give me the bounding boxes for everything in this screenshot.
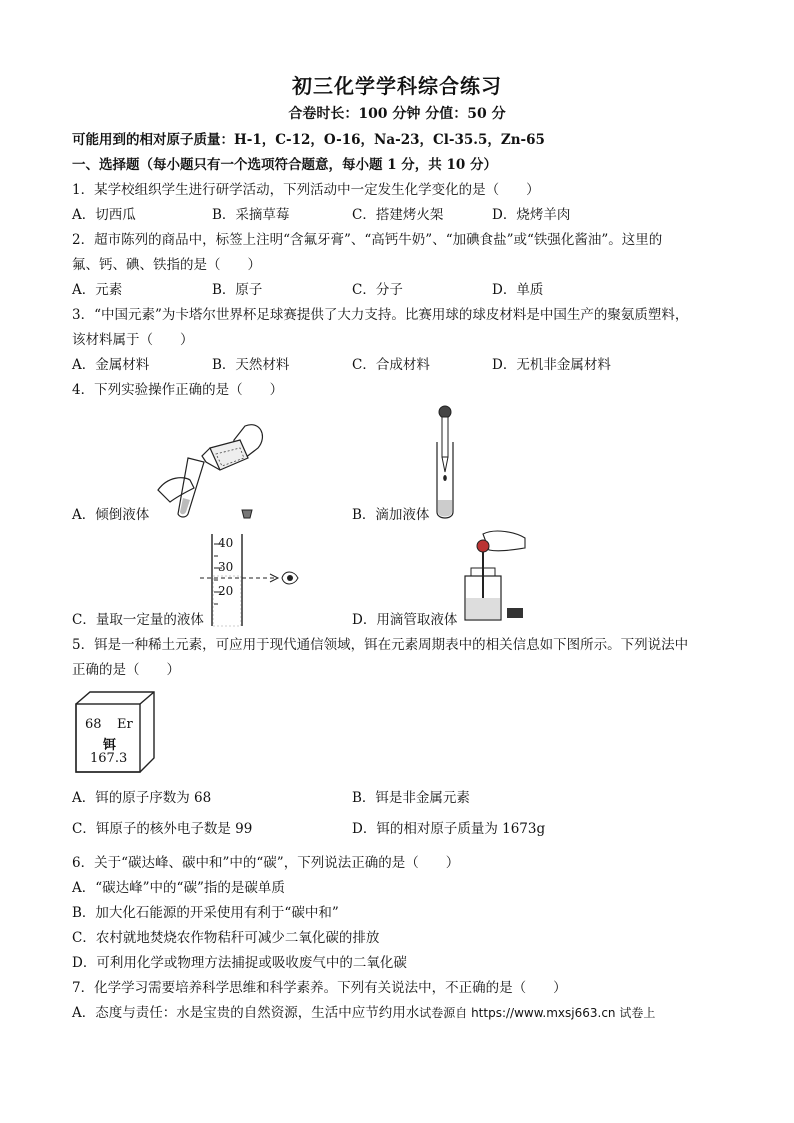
dropper-into-tube-illustration — [425, 402, 465, 522]
atomic-masses-line: 可能用到的相对原子质量：H-1，C-12，O-16，Na-23，Cl-35.5，Zn-65 — [72, 132, 545, 148]
measuring-cylinder-illustration — [200, 532, 304, 628]
source-watermark: 试卷源自 https://www.mxsj663.cn 试卷上 — [419, 1006, 656, 1020]
element-name: 铒 — [103, 738, 117, 753]
q1-option-c: C．搭建烤火架 — [352, 207, 444, 223]
q5-option-c: C．铒原子的核外电子数是 99 — [72, 821, 253, 837]
q2-option-b: B．原子 — [212, 282, 263, 298]
q2-stem-line2: 氟、钙、碘、铁指的是（ ） — [72, 257, 261, 273]
q4-option-d: D．用滴管取液体 — [352, 612, 458, 628]
q1-option-a: A．切西瓜 — [72, 207, 136, 223]
q5-option-a: A．铒的原子序数为 68 — [72, 790, 212, 806]
q4-option-c: C．量取一定量的液体 — [72, 612, 204, 628]
q2-option-a: A．元素 — [72, 282, 123, 298]
q6-option-b: B．加大化石能源的开采使用有利于“碳中和” — [72, 905, 339, 921]
q6-option-c: C．农村就地焚烧农作物秸秆可减少二氧化碳的排放 — [72, 930, 380, 946]
page-title: 初三化学学科综合练习 — [292, 74, 502, 98]
q1-stem: 1．某学校组织学生进行研学活动，下列活动中一定发生化学变化的是（ ） — [72, 182, 540, 198]
exam-duration-score: 合卷时长：100 分钟 分值：50 分 — [288, 106, 506, 122]
q3-stem-line2: 该材料属于（ ） — [72, 332, 194, 348]
q7-option-a — [72, 1004, 655, 1022]
section-heading: 一、选择题（每小题只有一个选项符合题意，每小题 1 分，共 10 分） — [72, 157, 497, 173]
cylinder-tick-40: 40 — [218, 536, 234, 550]
q3-stem-line1: 3．“中国元素”为卡塔尔世界杯足球赛提供了大力支持。比赛用球的球皮材料是中国生产的聚氨质塑料， — [72, 307, 689, 323]
q6-option-a: A．“碳达峰”中的“碳”指的是碳单质 — [72, 880, 285, 896]
q6-option-d: D．可利用化学或物理方法捕捉或吸收废气中的二氧化碳 — [72, 955, 407, 971]
element-atomic-number: 68 — [85, 717, 102, 732]
q5-option-b: B．铒是非金属元素 — [352, 790, 470, 806]
q7-option-a-text: A．态度与责任：水是宝贵的自然资源，生活中应节约用水 — [72, 1005, 420, 1021]
q1-option-d: D．烧烤羊肉 — [492, 207, 571, 223]
q6-stem: 6．关于“碳达峰、碳中和”中的“碳”，下列说法正确的是（ ） — [72, 855, 460, 871]
q1-option-b: B．采摘草莓 — [212, 207, 290, 223]
dropper-taking-liquid-illustration — [455, 528, 535, 624]
element-symbol: Er — [117, 717, 133, 732]
q2-option-d: D．单质 — [492, 282, 544, 298]
q3-option-d: D．无机非金属材料 — [492, 357, 611, 373]
q5-stem-line1: 5．铒是一种稀土元素，可应用于现代通信领域，铒在元素周期表中的相关信息如下图所示。下列说法中 — [72, 637, 689, 653]
pouring-liquid-illustration — [150, 418, 270, 523]
element-atomic-mass: 167.3 — [90, 751, 128, 766]
q3-option-a: A．金属材料 — [72, 357, 150, 373]
cylinder-tick-30: 30 — [218, 560, 234, 574]
q2-stem-line1: 2．超市陈列的商品中，标签上注明“含氟牙膏”、“高钙牛奶”、“加碘食盐”或“铁强化酱油”。这里的 — [72, 232, 663, 248]
q5-stem-line2: 正确的是（ ） — [72, 662, 180, 678]
q4-option-b: B．滴加液体 — [352, 507, 430, 523]
q3-option-b: B．天然材料 — [212, 357, 290, 373]
q3-option-c: C．合成材料 — [352, 357, 430, 373]
q4-stem: 4．下列实验操作正确的是（ ） — [72, 382, 284, 398]
q4-option-a: A．倾倒液体 — [72, 507, 150, 523]
q7-stem: 7．化学学习需要培养科学思维和科学素养。下列有关说法中，不正确的是（ ） — [72, 980, 567, 996]
q2-option-c: C．分子 — [352, 282, 403, 298]
q5-option-d: D．铒的相对原子质量为 1673g — [352, 821, 546, 837]
cylinder-tick-20: 20 — [218, 584, 234, 598]
